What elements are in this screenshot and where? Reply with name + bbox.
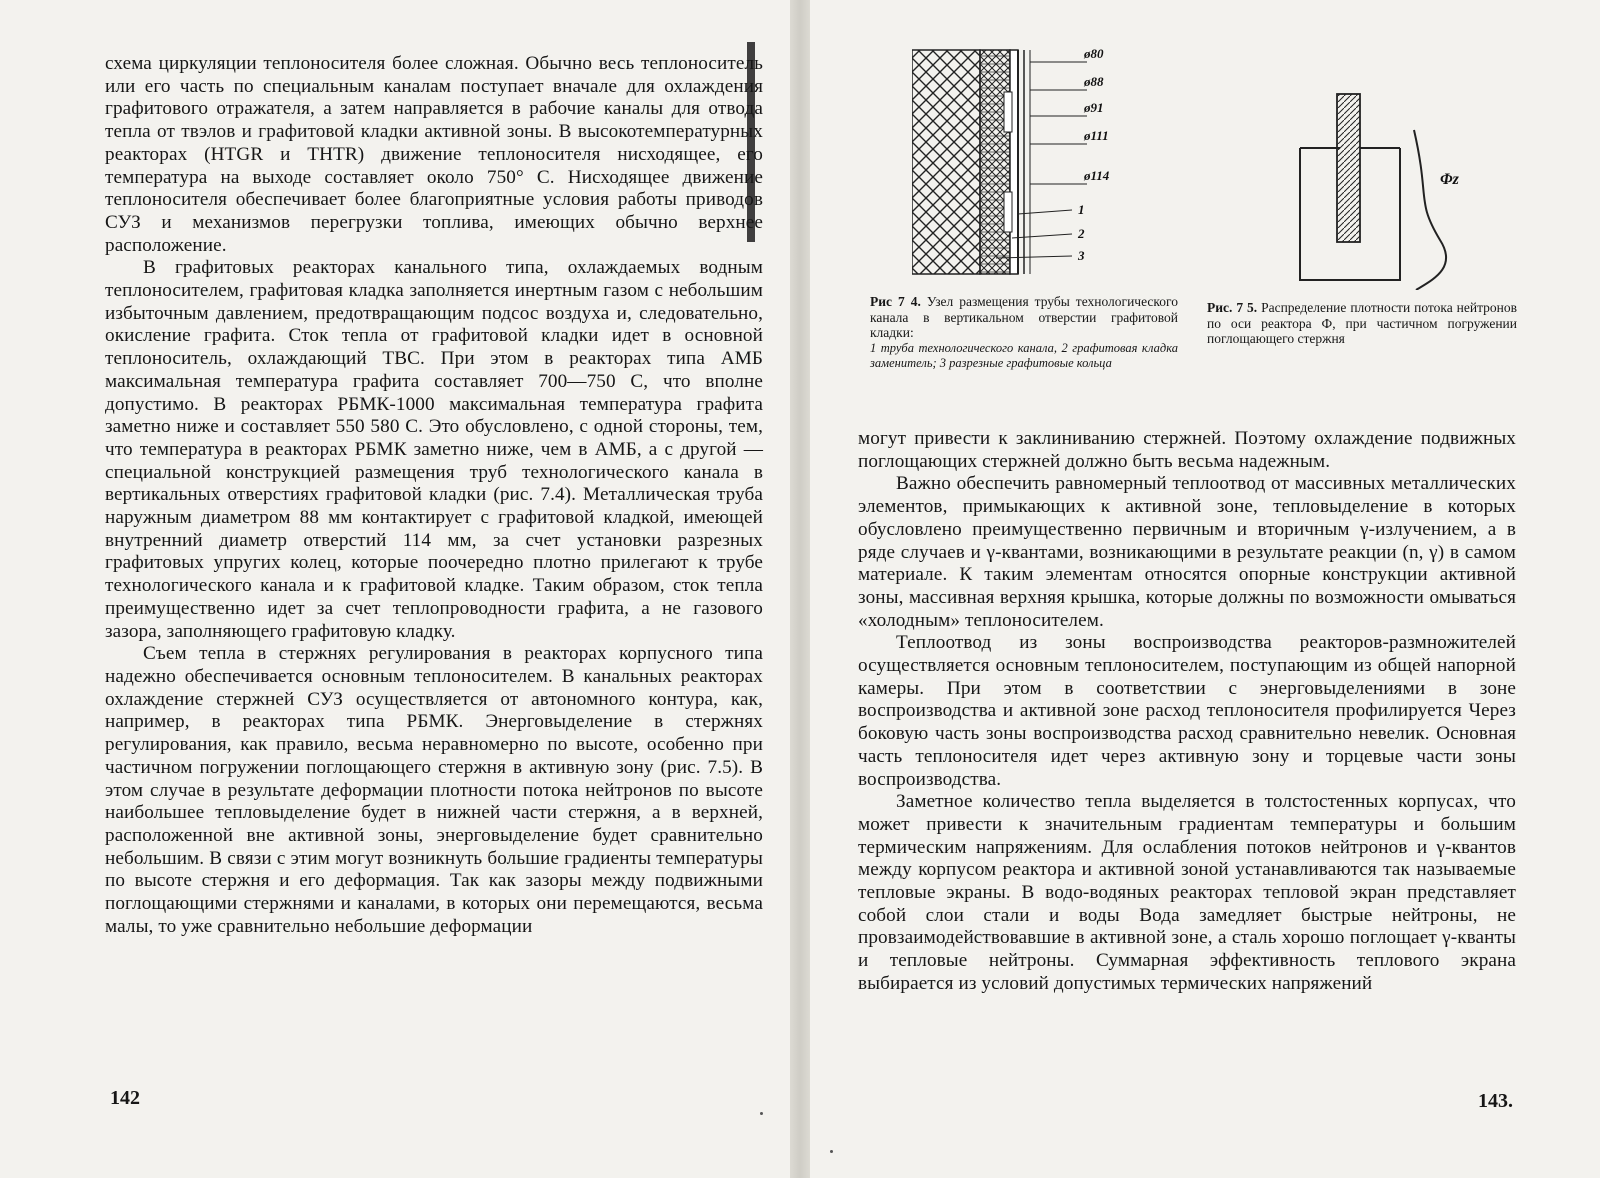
figure-7-5-caption [1207,300,1517,347]
caption-number: Рис. 7 5. [1207,300,1258,315]
callout-label: 1 [1078,202,1085,217]
neutron-flux-diagram [1290,90,1490,290]
callout-label: 2 [1078,226,1085,241]
callout-label: 3 [1078,248,1085,263]
right-page-text [858,428,1516,996]
caption-legend: 1 труба технологического канала, 2 графитовая кладка заменитель; 3 разрезные графитовые кольца [870,340,1178,370]
dim-label: ø88 [1084,74,1104,89]
scan-speck [830,1150,833,1153]
flux-curve [1414,130,1446,290]
paragraph: могут привести к заклиниванию стержней. Поэтому охлаждение подвижных поглощающих стержней должно быть весьма надежным. [858,428,1516,472]
page-number: 143. [1478,1090,1513,1112]
book-gutter [790,0,810,1178]
scan-speck [760,1112,763,1115]
flux-label: Φz [1440,171,1459,188]
absorber-rod [1337,94,1360,242]
channel-cross-section-diagram [912,44,1127,279]
paragraph: В графитовых реакторах канального типа, охлаждаемых водным теплоносителем, графитовая кладка заполняется инертным газом с небольшим избыточным давлением, предотвращающим подсос воздуха и, следовательно, окисление графита. Сток тепла от графитовой кладки идет в основной теплоноситель, охлаждающий ТВС. При этом в реакторах типа АМБ максимальная температура графита составляет 700—750 С, что вполне допустимо. В реакторах РБМК-1000 максимальная температура графита заметно ниже и составляет 550 580 С. Это обусловлено, с одной стороны, тем, что температура в реакторах РБМК заметно ниже, чем в АМБ, а с другой — специальной конструкцией размещения труб технологического канала в вертикальных отверстиях графитовой кладки (рис. 7.4). Металлическая труба наружным диаметром 88 мм контактирует с графитовой кладкой, имеющей внутренний диаметр отверстий 114 мм, за счет установки разрезных графитовых упругих колец, которые поочередно плотно прилегают к трубе технологического канала и к графитовой кладке. Таким образом, сток тепла преимущественно идет за счет теплопроводности графита, а не газового зазора, заполняющего графитовую кладку. [105,257,763,642]
paragraph: схема циркуляции теплоносителя более сложная. Обычно весь теплоноситель или его часть по специальным каналам поступает вначале для охлаждения графитового отражателя, а затем направляется в рабочие каналы для отвода тепла от твэлов и графитовой кладки активной зоны. В высокотемпературных реакторах (HTGR и THTR) движение теплоносителя нисходящее, его температура на выходе составляет около 750° С. Нисходящее движение теплоносителя обеспечивает более благоприятные условия работы приводов СУЗ и механизмов перегрузки топлива, имеющих обычно верхнее расположение. [105,53,763,256]
figure-7-4-caption [870,294,1178,372]
figure-7-5 [1290,90,1490,290]
page-number: 142 [110,1087,140,1109]
caption-number: Рис 7 4. [870,294,921,309]
dim-label: ø91 [1084,100,1104,115]
graphite-rings [980,50,1010,274]
caption-text: Распределение плотности потока нейтронов по оси реактора Ф, при частичном погружении поглощающего стержня [1207,300,1518,346]
graphite-block [912,50,980,274]
paragraph: Теплоотвод из зоны воспроизводства реакторов-размножителей осуществляется основным теплоносителем, поступающим из общей напорной камеры. При этом в соответствии с энерговыделениями в зоне воспроизводства и активной зоне расход теплоносителя профилируется Через боковую часть зоны воспроизводства расход сравнительно невелик. Основная часть теплоносителя идет через активную зону и торцевые части зоны воспроизводства. [858,632,1516,790]
dim-label: ø80 [1084,46,1104,61]
paragraph: Съем тепла в стержнях регулирования в реакторах корпусного типа надежно обеспечивается основным теплоносителем. В канальных реакторах охлаждение стержней СУЗ осуществляется от автономного контура, как, например, в реакторах типа РБМК. Энерговыделение в стержнях регулирования, как правило, весьма неравномерно по высоте, особенно при частичном погружении поглощающего стержня в активную зону (рис. 7.5). В этом случае в результате деформации плотности потока нейтронов по высоте наибольшее тепловыделение будет в нижней части стержня, а в верхней, расположенной вне активной зоны, энерговыделение будет сравнительно небольшим. В связи с этим могут возникнуть большие градиенты температуры по высоте стержня и его деформация. Так как зазоры между подвижными поглощающими стержнями и каналами, в которых они перемещаются, весьма малы, то уже сравнительно небольшие деформации [105,643,763,937]
caption-text: Узел размещения трубы технологического канала в вертикальном отверстии графитовой кладки: [870,294,1178,340]
dim-label: ø114 [1084,168,1110,183]
dim-label: ø111 [1084,128,1109,143]
paragraph: Заметное количество тепла выделяется в толстостенных корпусах, что может привести к значительным градиентам температуры и большим термическим напряжениям. Для ослабления потоков нейтронов и γ-квантов между корпусом реактора и активной зоной устанавливаются так называемые тепловые экраны. В водо-водяных реакторах тепловой экран представляет собой слои стали и воды Вода замедляет быстрые нейтроны, не провзаимодействовавшие в активной зоне, а сталь хорошо поглощает γ-кванты и тепловые нейтроны. Суммарная эффективность теплового экрана выбирается из условий допустимых термических напряжений [858,791,1516,994]
paragraph: Важно обеспечить равномерный теплоотвод от массивных металлических элементов, примыкающих к активной зоне, тепловыделение в которых обусловлено преимущественно первичным и вторичным γ-излучением, а в ряде случаев и γ-квантами, возникающими в результате реакции (n, γ) в самом материале. К таким элементам относятся опорные конструкции активной зоны, массивная верхняя крышка, которые должны по возможности омываться «холодным» теплоносителем. [858,473,1516,631]
left-page-text [105,53,763,938]
channel-tube [1010,50,1018,274]
figure-7-4 [912,44,1127,279]
